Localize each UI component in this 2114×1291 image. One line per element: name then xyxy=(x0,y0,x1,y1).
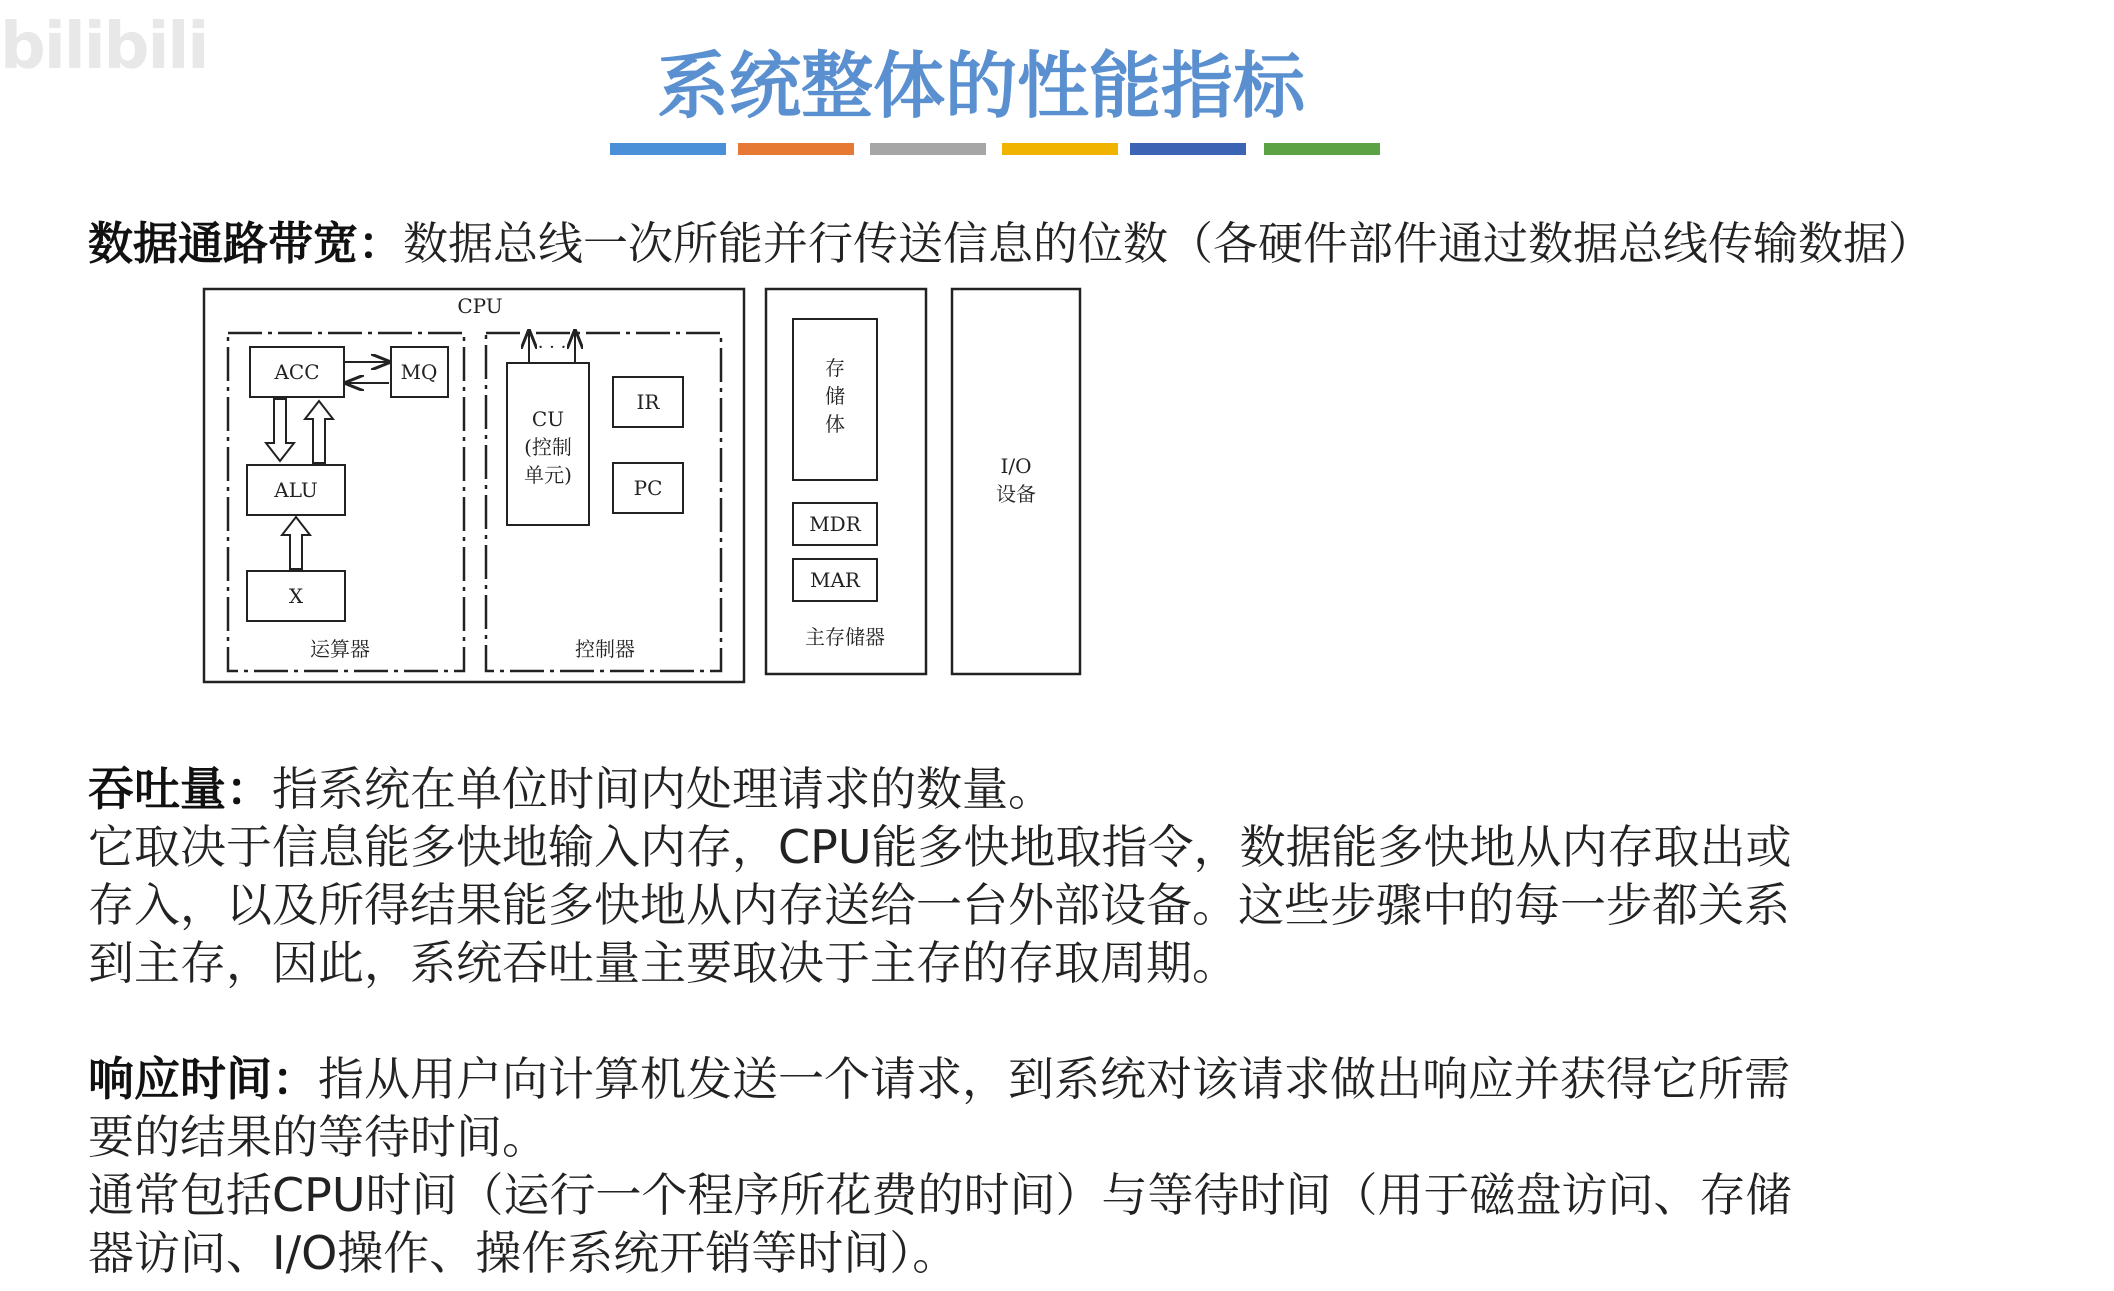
response-line-2: 要的结果的等待时间。 xyxy=(88,1110,548,1164)
color-bar-orange xyxy=(738,143,854,155)
response-time-section xyxy=(88,1050,1792,1282)
response-line-3: 通常包括CPU时间（运行一个程序所花费的时间）与等待时间（用于磁盘访问、存储 xyxy=(88,1168,1792,1222)
response-line-1 xyxy=(88,1050,1792,1108)
storage-body-label-2: 储 xyxy=(825,384,845,408)
throughput-definition: 指系统在单位时间内处理请求的数量。 xyxy=(272,762,1054,816)
cu-label-2: (控制 xyxy=(524,435,572,459)
response-label: 响应时间： xyxy=(88,1052,318,1106)
throughput-line-4: 到主存，因此，系统吞吐量主要取决于主存的存取周期。 xyxy=(88,936,1238,990)
bandwidth-text: 数据总线一次所能并行传送信息的位数（各硬件部件通过数据总线传输数据） xyxy=(403,217,1934,270)
ir-label: IR xyxy=(636,390,660,414)
color-bar-green xyxy=(1264,143,1380,155)
control-unit-region xyxy=(486,333,721,671)
main-memory-box xyxy=(766,289,926,674)
mdr-label: MDR xyxy=(809,512,861,536)
x-to-alu-arrow xyxy=(282,517,310,569)
bandwidth-label: 数据通路带宽： xyxy=(88,217,404,270)
cu-label-3: 单元) xyxy=(524,463,572,487)
color-bar-yellow xyxy=(1002,143,1118,155)
storage-body-label-1: 存 xyxy=(825,356,845,380)
throughput-label: 吞吐量： xyxy=(88,762,272,816)
control-unit-label: 控制器 xyxy=(575,637,635,661)
response-line-4: 器访问、I/O操作、操作系统开销等时间）。 xyxy=(88,1226,959,1280)
page-title: 系统整体的性能指标 xyxy=(656,44,1305,128)
pc-label: PC xyxy=(633,476,663,500)
alu-unit-label: 运算器 xyxy=(310,637,370,661)
color-bar-darkblue xyxy=(1130,143,1246,155)
bandwidth-section xyxy=(88,215,1933,273)
response-definition: 指从用户向计算机发送一个请求，到系统对该请求做出响应并获得它所需 xyxy=(318,1052,1790,1106)
alu-label: ALU xyxy=(274,478,318,502)
computer-structure-diagram xyxy=(195,283,1095,688)
acc-label: ACC xyxy=(274,360,320,384)
cu-label-1: CU xyxy=(531,407,565,431)
mq-label: MQ xyxy=(400,360,438,384)
main-memory-label: 主存储器 xyxy=(805,625,885,649)
mar-label: MAR xyxy=(810,568,860,592)
io-device-label-1: I/O xyxy=(1000,454,1032,478)
bandwidth-line xyxy=(88,215,1933,273)
color-bar-gray xyxy=(870,143,986,155)
x-register-label: X xyxy=(288,584,304,608)
throughput-line-3: 存入，以及所得结果能多快地从内存送给一台外部设备。这些步骤中的每一步都关系 xyxy=(88,878,1790,932)
throughput-section xyxy=(88,760,1792,992)
bilibili-watermark: bilibili xyxy=(0,10,208,84)
io-device-label-2: 设备 xyxy=(996,482,1036,506)
acc-to-alu-arrow xyxy=(266,399,294,461)
color-bar-blue xyxy=(610,143,726,155)
storage-body-label-3: 体 xyxy=(825,412,845,436)
throughput-line-1 xyxy=(88,760,1792,818)
alu-to-acc-arrow xyxy=(305,401,333,463)
cu-signal-dots: · · · xyxy=(537,337,567,358)
cpu-label: CPU xyxy=(457,294,503,318)
throughput-line-2: 它取决于信息能多快地输入内存，CPU能多快地取指令，数据能多快地从内存取出或 xyxy=(88,820,1792,874)
